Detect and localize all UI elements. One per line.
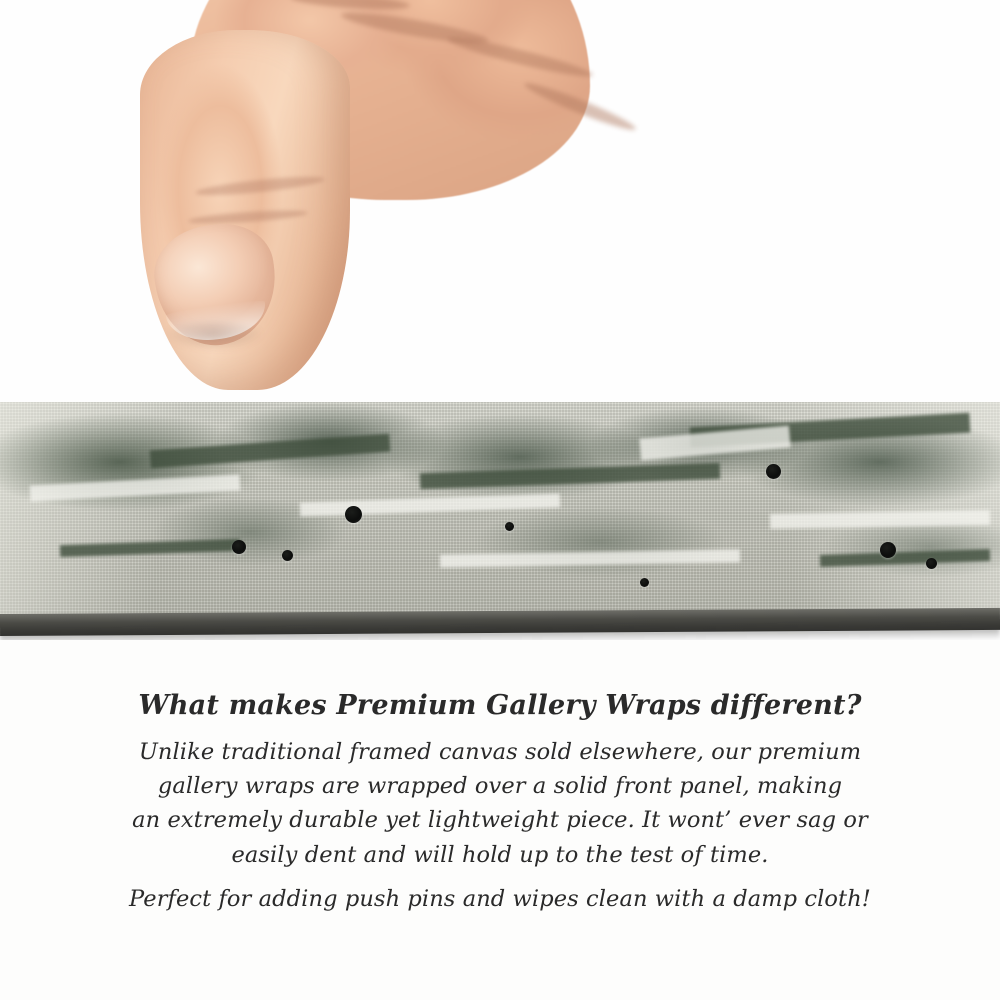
caption-line-2: gallery wraps are wrapped over a solid front panel, making	[157, 773, 843, 800]
knuckle-crease	[522, 78, 638, 135]
knuckle-crease	[446, 32, 595, 82]
caption-line-4: easily dent and will hold up to the test of time.	[231, 841, 769, 868]
finger-crease	[188, 208, 308, 226]
dark-speck	[640, 578, 649, 587]
dark-speck	[505, 522, 514, 531]
finger-crease	[195, 173, 326, 199]
dark-speck	[880, 542, 896, 558]
knuckle-crease	[290, 0, 411, 12]
caption-line-1: Unlike traditional framed canvas sold elsewhere, our premium	[138, 739, 862, 765]
dark-speck	[345, 506, 362, 523]
caption-title: What makes Premium Gallery Wraps different?	[138, 690, 862, 721]
dark-speck	[926, 558, 937, 569]
hand-pressing-canvas	[120, 0, 590, 430]
canvas-edge-strip	[0, 402, 1000, 614]
dark-speck	[766, 464, 781, 479]
caption-body	[80, 735, 920, 916]
dark-speck	[282, 550, 293, 561]
caption-block	[0, 690, 1000, 916]
fingertip-shadow	[148, 322, 280, 368]
caption-line-5: Perfect for adding push pins and wipes clean with a damp cloth!	[129, 885, 871, 912]
dark-speck	[232, 540, 246, 554]
caption-line-3: an extremely durable yet lightweight piece. It wont’ ever sag or	[132, 807, 868, 834]
